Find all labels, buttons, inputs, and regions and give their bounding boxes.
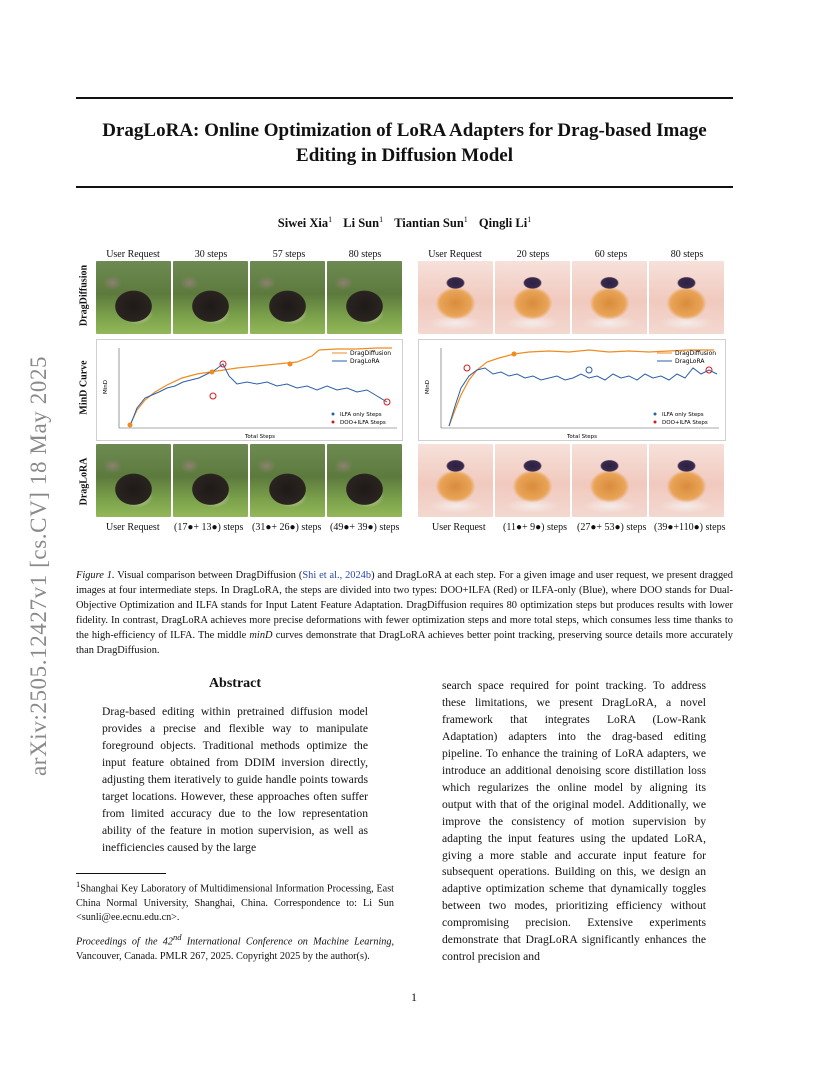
col-header: User Request [106, 249, 160, 260]
author-list [76, 215, 733, 231]
col-header: 57 steps [272, 249, 306, 260]
author: Siwei Xia$^1$ [277, 215, 333, 231]
image-pancake-draglora [649, 444, 724, 517]
legend-dot [654, 421, 657, 424]
bottom-label: (27●+ 53●) steps [577, 522, 647, 533]
point [210, 370, 215, 375]
point [210, 393, 216, 399]
author: Li Sun$^1$ [343, 215, 384, 231]
bottom-label: (31●+ 26●) steps [252, 522, 322, 533]
bottom-label: User Request [432, 522, 486, 533]
col-header: 30 steps [194, 249, 228, 260]
col-header: 20 steps [516, 249, 550, 260]
legend-label: DragDiffusion [675, 350, 717, 357]
image-pancake-draglora [495, 444, 570, 517]
image-pancake-request [418, 261, 493, 334]
legend-label: DragLoRA [675, 358, 705, 365]
abstract-text: Drag-based editing within pretrained diffusion model provides a precise and flexible way to manipulate foreground objects. Traditional methods optimize the input feature obtained from DDIM inversion directly, adjusting them iteratively to guide handle points towards target locations. However, these approaches often suffer from limited accuracy due to the low representation ability of the feature in motion supervision, as well as inefficiencies caused by the large [102, 705, 368, 854]
x-axis-label: Total Steps [567, 434, 597, 440]
mind-curve-plot [419, 340, 725, 440]
legend-label: ILFA only Steps [662, 412, 704, 418]
point [512, 352, 517, 357]
page-number: 1 [411, 990, 417, 1004]
row-label-draglora: DragLoRA [78, 457, 90, 506]
point [128, 423, 133, 428]
bottom-label: (11●+ 9●) steps [503, 522, 568, 533]
row-label-dragdiffusion: DragDiffusion [78, 264, 90, 327]
image-dog-dragdiffusion [173, 261, 248, 334]
affiliation-footnote: $^1$Shanghai Key Laboratory of Multidimensional Information Processing, East China Normal University, Shanghai, China. Correspondence to: Li Sun <sunli@ee.ecnu.edu.cn>. [76, 879, 394, 924]
row-label-mind-curve: MinD Curve [78, 360, 90, 415]
bottom-label: (49●+ 39●) steps [330, 522, 400, 533]
bottom-label: User Request [106, 522, 160, 533]
mind-curve-chart-left [96, 339, 403, 441]
image-dog-draglora [250, 444, 325, 517]
legend-dot [332, 413, 335, 416]
col-header: 60 steps [594, 249, 628, 260]
caption-label: Figure 1. [76, 570, 115, 581]
legend-label: DragDiffusion [350, 350, 392, 357]
legend-label: DOO+ILFA Steps [340, 420, 386, 426]
footnote-rule [76, 873, 166, 874]
col-header: User Request [428, 249, 482, 260]
bottom-label: (39●+110●) steps [654, 522, 726, 533]
image-dog-draglora [173, 444, 248, 517]
bottom-label: (17●+ 13●) steps [174, 522, 244, 533]
title-bottom-rule [76, 186, 733, 188]
point [586, 367, 592, 373]
image-dog-draglora [327, 444, 402, 517]
image-dog-dragdiffusion [327, 261, 402, 334]
image-dog-request [96, 444, 171, 517]
image-dog-request [96, 261, 171, 334]
author: Tiantian Sun$^1$ [394, 215, 468, 231]
image-pancake-request [418, 444, 493, 517]
proceedings-note: Proceedings of the 42nd International Conference on Machine Learning, Vancouver, Canada. PMLR 267, 2025. Copyright 2025 by the author(s). [76, 932, 395, 962]
col-header: 80 steps [670, 249, 704, 260]
image-pancake-dragdiffusion [495, 261, 570, 334]
y-axis-label: MinD [103, 380, 109, 394]
image-pancake-draglora [572, 444, 647, 517]
mind-curve-chart-right [418, 339, 726, 441]
point [464, 365, 470, 371]
image-dog-dragdiffusion [250, 261, 325, 334]
figure-caption: Figure 1. Visual comparison between DragDiffusion (Shi et al., 2024b) and DragLoRA at each step. For a given image and user request, we present dragged images at four intermediate steps. In DragLoRA, the steps are divided into two types: DOO+ILFA (Red) or ILFA-only (Blue), where DOO stands for Dual-Objective Optimization and ILFA stands for Input Latent Feature Adaptation. DragDiffusion requires 80 optimization steps but produces results with lower fidelity. In contrast, DragLoRA achieves more precise deformations with fewer optimization steps and more total steps, which consumes less time thanks to the high-efficiency of ILFA. The middle minD curves demonstrate that DragLoRA achieves better point tracking, preserving source details more accurately than DragDiffusion. [76, 570, 733, 656]
legend-dot [332, 421, 335, 424]
legend-label: ILFA only Steps [340, 412, 382, 418]
citation-link[interactable]: Shi et al., 2024b [302, 570, 372, 581]
author: Qingli Li$^1$ [478, 215, 532, 231]
legend-label: DOO+ILFA Steps [662, 420, 708, 426]
arxiv-stamp-text: arXiv:2505.12427v1 [cs.CV] 18 May 2025 [26, 355, 51, 776]
col-header: 80 steps [348, 249, 382, 260]
point [288, 362, 293, 367]
abstract-heading: Abstract [208, 676, 262, 691]
intro-right-column: search space required for point tracking. To address these limitations, we present DragLoRA, a novel framework that integrates LoRA (Low-Rank Adaptation) adapters into the drag-based editing pipeline. To enhance the training of LoRA adapters, we introduce an additional denoising score distillation loss which regularizes the online model by aligning its output with that of the original model. Additionally, we improve the consistency of motion supervision by adapting the input features using the updated LoRA, giving a more stable and accurate input feature for subsequent operations. Building on this, we design an adaptive optimization scheme that dynamically toggles between two modes, prioritizing efficiency without compromising precision. Extensive experiments demonstrate that DragLoRA significantly enhances the control precision and [442, 679, 706, 964]
legend-dot [654, 413, 657, 416]
y-axis-label: MinD [425, 380, 431, 394]
mind-curve-plot [97, 340, 402, 440]
image-pancake-dragdiffusion [649, 261, 724, 334]
paper-title: DragLoRA: Online Optimization of LoRA Adapters for Drag-based Image Editing in Diffusion Model [102, 120, 707, 166]
legend-label: DragLoRA [350, 358, 380, 365]
arxiv-stamp [26, 296, 58, 776]
image-pancake-dragdiffusion [572, 261, 647, 334]
title-top-rule [76, 97, 733, 99]
x-axis-label: Total Steps [245, 434, 275, 440]
